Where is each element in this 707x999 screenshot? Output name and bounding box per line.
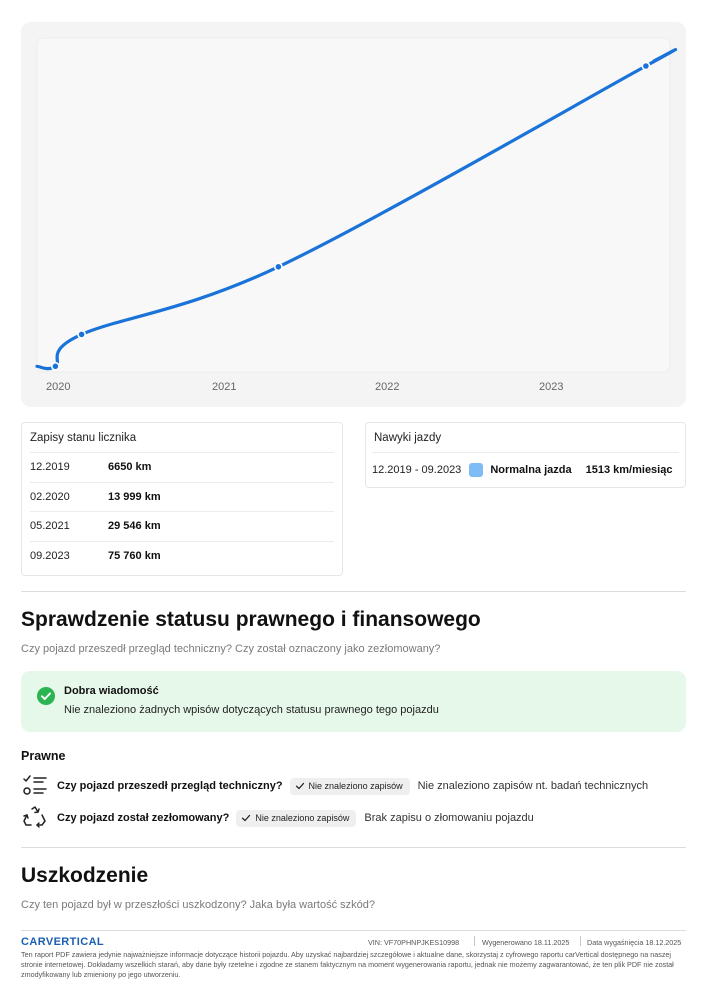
damage-section-title: Uszkodzenie xyxy=(21,864,149,887)
mileage-chart-svg xyxy=(21,22,686,407)
habit-type: Normalna jazda xyxy=(490,463,572,476)
inspection-answer: Nie znaleziono zapisów nt. badań technicznych xyxy=(417,780,649,792)
check-icon xyxy=(295,781,305,791)
table-row xyxy=(30,482,334,512)
status-badge-label: Nie znaleziono zapisów xyxy=(308,781,403,791)
record-date: 12.2019 xyxy=(30,461,70,474)
mileage-chart xyxy=(21,22,686,407)
x-tick-2023: 2023 xyxy=(539,381,564,393)
footer-vin: VIN: VF70PHNPJKES10998 xyxy=(368,938,460,947)
odometer-records-title: Zapisy stanu licznika xyxy=(30,432,137,444)
scrapped-answer: Brak zapisu o złomowaniu pojazdu xyxy=(364,812,534,824)
x-tick-2020: 2020 xyxy=(46,381,71,393)
status-badge xyxy=(236,810,356,827)
habit-color-swatch xyxy=(469,463,483,477)
divider xyxy=(21,847,686,848)
habit-period: 12.2019 - 09.2023 xyxy=(372,463,462,476)
table-row xyxy=(30,541,334,571)
record-km: 13 999 km xyxy=(108,490,161,503)
recycle-icon xyxy=(21,805,49,831)
record-km: 6650 km xyxy=(108,461,152,474)
list-item xyxy=(372,452,679,486)
divider xyxy=(21,930,686,931)
driving-habits-title: Nawyki jazdy xyxy=(374,432,442,444)
table-row xyxy=(30,452,334,482)
checklist-icon xyxy=(21,773,49,799)
table-row xyxy=(30,511,334,541)
scrapped-question: Czy pojazd został zezłomowany? xyxy=(57,812,230,824)
status-badge-label: Nie znaleziono zapisów xyxy=(255,813,350,823)
habit-rate: 1513 km/miesiąc xyxy=(585,463,673,476)
driving-habits-card xyxy=(365,422,686,488)
status-badge xyxy=(290,778,410,795)
check-icon xyxy=(241,813,251,823)
odometer-records-card xyxy=(21,422,343,576)
record-km: 29 546 km xyxy=(108,520,161,533)
damage-section-subtitle: Czy ten pojazd był w przeszłości uszkodzony? Jaka była wartość szkód? xyxy=(21,899,375,911)
chart-plot-area xyxy=(37,38,670,372)
footer-generated: Wygenerowano 18.11.2025 xyxy=(482,938,570,947)
record-date: 05.2021 xyxy=(30,520,70,533)
legal-section-subtitle: Czy pojazd przeszedł przegląd techniczny? Czy został oznaczony jako zezłomowany? xyxy=(21,643,441,655)
data-point-02.2020 xyxy=(78,331,85,338)
record-date: 02.2020 xyxy=(30,490,70,503)
good-news-text: Nie znaleziono żadnych wpisów dotyczących statusu prawnego tego pojazdu xyxy=(64,704,439,716)
footer-separator xyxy=(474,936,475,946)
good-news-banner xyxy=(21,671,686,732)
record-km: 75 760 km xyxy=(108,549,161,562)
data-point-09.2023 xyxy=(642,62,649,69)
footer-disclaimer: Ten raport PDF zawiera jedynie najważniejsze informacje dotyczące historii pojazdu. Aby uzyskać najbardziej szczegółowe i aktualne dane, skorzystaj z cyfrowego raportu carVertical dostępnego na naszej stronie internetowej. Dokładamy wszelkich starań, aby dane były rzetelne i zgodne ze stanem faktycznym na moment wygenerowania raportu, jednak nie możemy zagwarantować, że ten plik PDF nie został zmodyfikowany lub zmieniony po jego utworzeniu. xyxy=(21,950,674,979)
inspection-question: Czy pojazd przeszedł przegląd techniczny? xyxy=(57,780,283,792)
data-point-12.2019 xyxy=(52,363,59,370)
record-date: 09.2023 xyxy=(30,549,70,562)
good-news-title: Dobra wiadomość xyxy=(64,685,159,697)
legal-section-title: Sprawdzenie statusu prawnego i finansowego xyxy=(21,608,481,631)
x-tick-2021: 2021 xyxy=(212,381,237,393)
check-circle-icon xyxy=(37,687,55,705)
x-tick-2022: 2022 xyxy=(375,381,400,393)
divider xyxy=(21,591,686,592)
footer-expiry: Data wygaśnięcia 18.12.2025 xyxy=(587,938,682,947)
legal-group-title: Prawne xyxy=(21,749,66,763)
carvertical-logo: CARVERTICAL xyxy=(21,936,105,948)
legal-row-inspection xyxy=(21,773,648,799)
data-point-05.2021 xyxy=(275,263,282,270)
footer-separator xyxy=(580,936,581,946)
legal-row-scrapped xyxy=(21,805,534,831)
